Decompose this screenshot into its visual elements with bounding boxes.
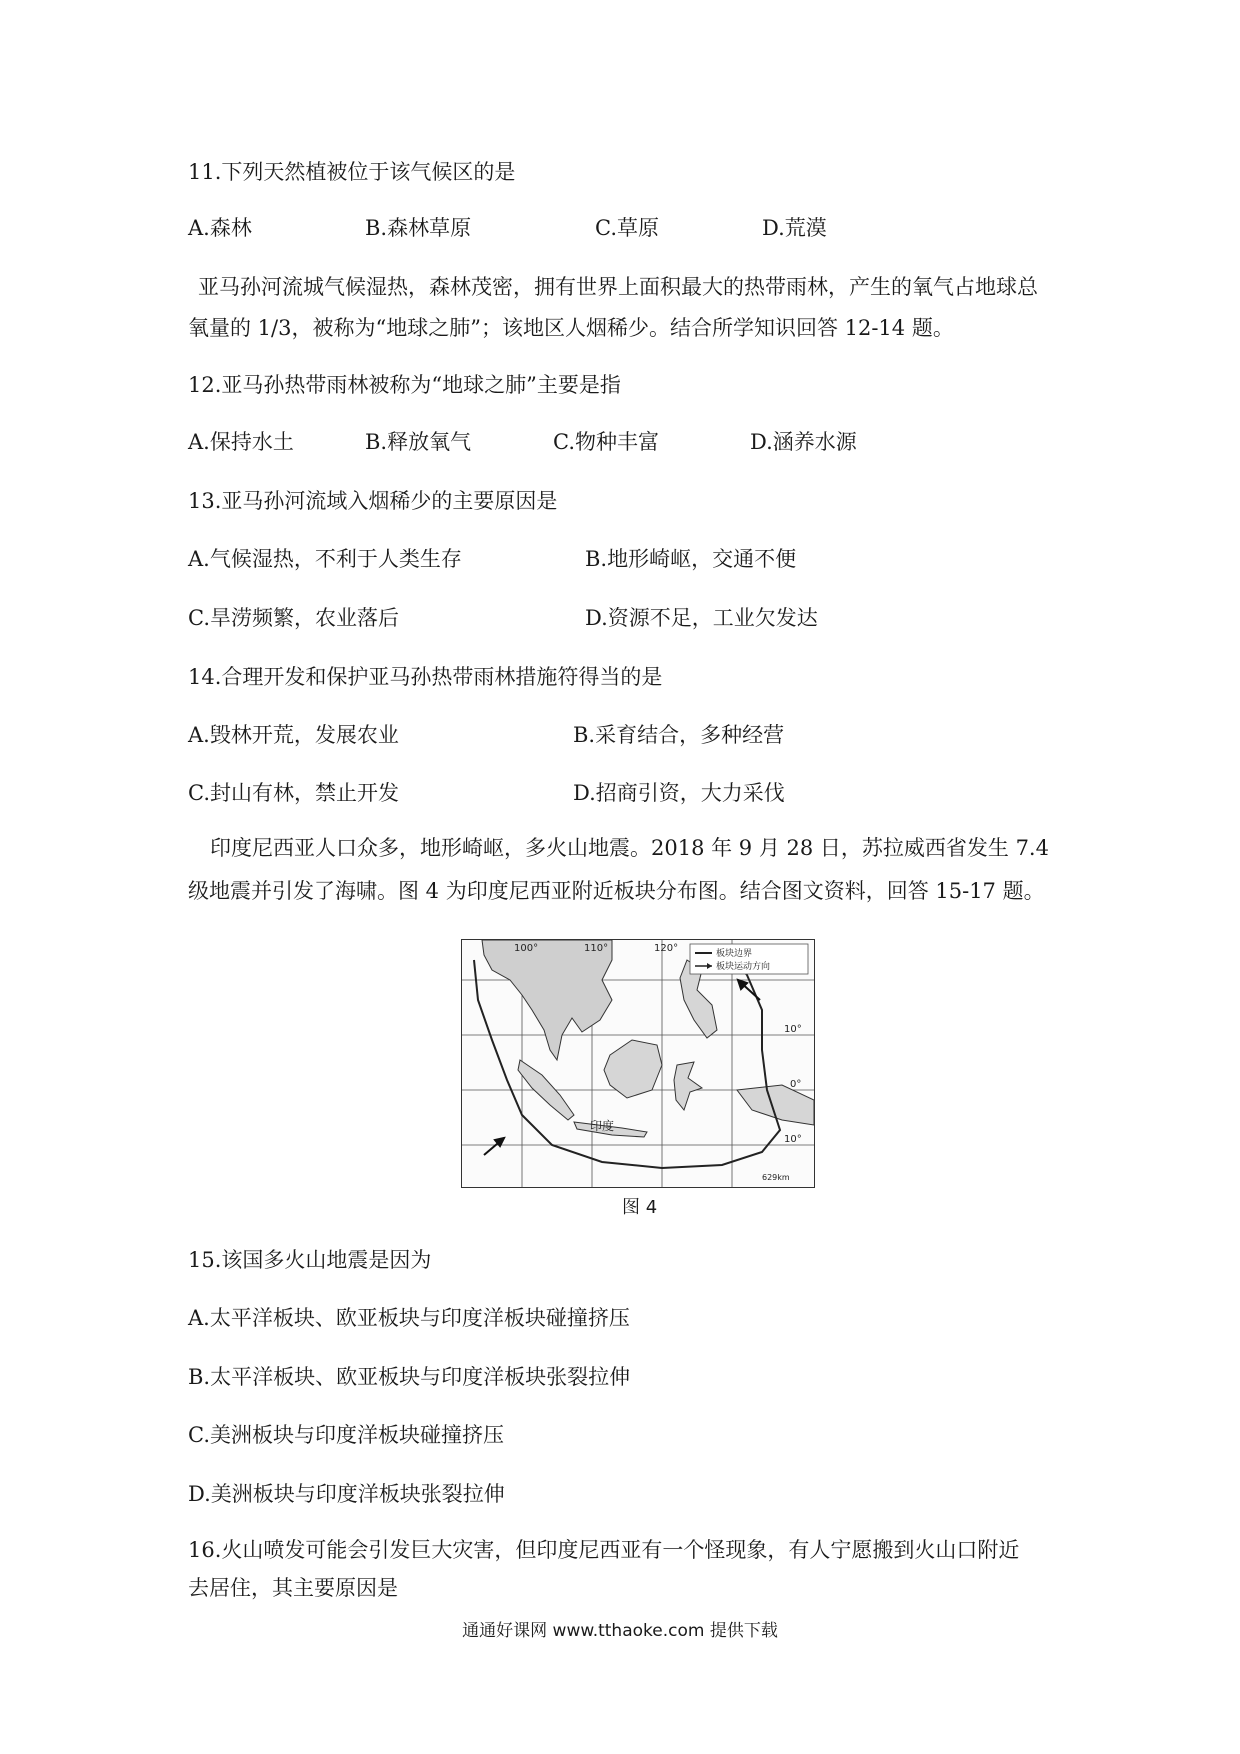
lat-label-0: 0° (790, 1079, 802, 1090)
q11-option-b: B.森林草原 (365, 216, 472, 240)
sulawesi-island (674, 1062, 702, 1110)
figure-caption: 图 4 (622, 1197, 658, 1218)
q11-option-d: D.荒漠 (762, 216, 827, 240)
legend-motion-label: 板块运动方向 (716, 962, 771, 972)
q15-option-a: A.太平洋板块、欧亚板块与印度洋板块碰撞挤压 (188, 1306, 630, 1330)
lon-label-120: 120° (654, 943, 679, 954)
question-16-stem-line-1: 16.火山喷发可能会引发巨大灾害，但印度尼西亚有一个怪现象，有人宁愿搬到火山口附近 (188, 1538, 1020, 1562)
map-scale-label: 629km (762, 1173, 790, 1182)
q14-option-d: D.招商引资，大力采伐 (573, 781, 785, 805)
q12-option-b: B.释放氧气 (365, 430, 472, 454)
q12-option-d: D.涵养水源 (750, 430, 857, 454)
borneo-island (604, 1040, 662, 1098)
question-14-stem: 14.合理开发和保护亚马孙热带雨林措施符得当的是 (188, 665, 663, 689)
q12-option-c: C.物种丰富 (553, 430, 659, 454)
question-12-stem: 12.亚马孙热带雨林被称为“地球之肺”主要是指 (188, 373, 621, 397)
question-11-stem: 11.下列天然植被位于该气候区的是 (188, 160, 516, 184)
q13-option-a: A.气候湿热，不利于人类生存 (188, 547, 462, 571)
plate-map (462, 940, 814, 1187)
lon-label-110: 110° (584, 943, 609, 954)
q15-option-b: B.太平洋板块、欧亚板块与印度洋板块张裂拉伸 (188, 1365, 631, 1389)
q14-option-b: B.采育结合，多种经营 (573, 723, 785, 747)
q13-option-c: C.旱涝频繁，农业落后 (188, 606, 399, 630)
q14-option-a: A.毁林开荒，发展农业 (188, 723, 399, 747)
passage-2-line-2: 级地震并引发了海啸。图 4 为印度尼西亚附近板块分布图。结合图文资料，回答 15-17 题。 (188, 879, 1045, 903)
lat-label-10n: 10° (784, 1024, 802, 1035)
plate-map-figure (461, 939, 815, 1188)
q12-option-a: A.保持水土 (188, 430, 294, 454)
passage-2-line-1: 印度尼西亚人口众多，地形崎岖，多火山地震。2018 年 9 月 28 日，苏拉威西省发生 7.4 (210, 836, 1049, 860)
q15-option-d: D.美洲板块与印度洋板块张裂拉伸 (188, 1482, 505, 1506)
map-region-label: 印度 (590, 1119, 615, 1133)
q13-option-b: B.地形崎岖，交通不便 (585, 547, 797, 571)
passage-1-line-2: 氧量的 1/3，被称为“地球之肺”；该地区人烟稀少。结合所学知识回答 12-14 题。 (188, 316, 954, 340)
lat-label-10s: 10° (784, 1134, 802, 1145)
question-13-stem: 13.亚马孙河流域入烟稀少的主要原因是 (188, 489, 558, 513)
q13-option-d: D.资源不足，工业欠发达 (585, 606, 818, 630)
q11-option-c: C.草原 (595, 216, 659, 240)
question-15-stem: 15.该国多火山地震是因为 (188, 1248, 432, 1272)
q11-option-a: A.森林 (188, 216, 252, 240)
page-footer: 通通好课网 www.tthaoke.com 提供下载 (462, 1621, 778, 1641)
legend-boundary-label: 板块边界 (716, 949, 753, 959)
q14-option-c: C.封山有林，禁止开发 (188, 781, 399, 805)
question-16-stem-line-2: 去居住，其主要原因是 (188, 1576, 398, 1600)
lon-label-100: 100° (514, 943, 539, 954)
mainland-landmass (482, 940, 612, 1060)
passage-1-line-1: 亚马孙河流城气候湿热，森林茂密，拥有世界上面积最大的热带雨林，产生的氧气占地球总 (198, 275, 1038, 299)
q15-option-c: C.美洲板块与印度洋板块碰撞挤压 (188, 1423, 504, 1447)
